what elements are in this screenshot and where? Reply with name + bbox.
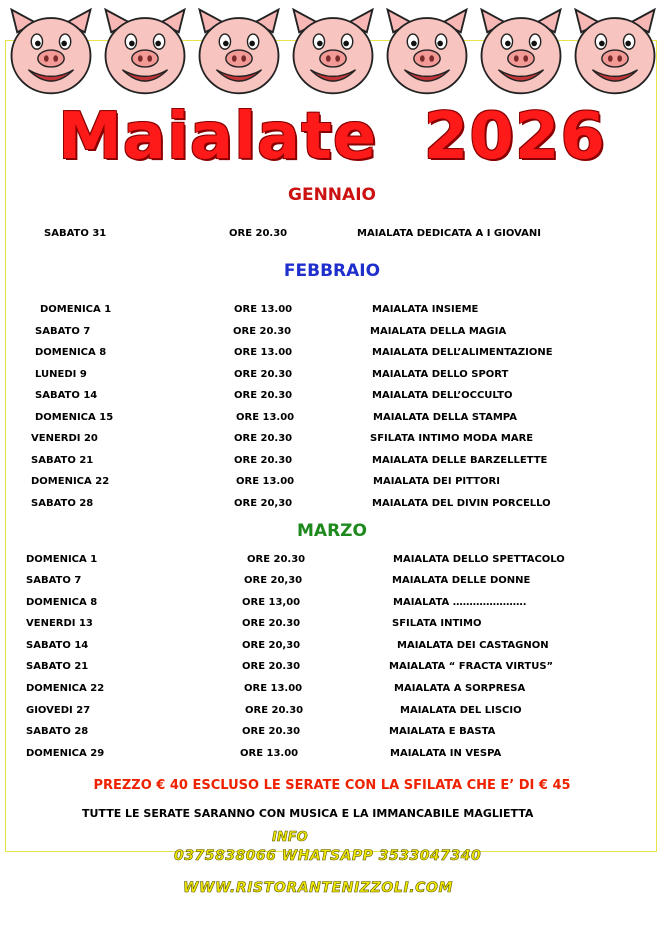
event-row: [0, 326, 664, 340]
pig-face-icon: [286, 2, 380, 100]
event-day: VENERDI 20: [31, 433, 98, 444]
event-time: ORE 20.30: [234, 455, 293, 466]
month-heading-marzo: MARZO: [297, 521, 367, 541]
event-row: [0, 661, 664, 675]
info-label: INFO: [272, 830, 308, 845]
event-day: DOMENICA 29: [26, 748, 105, 759]
event-day: SABATO 14: [26, 640, 89, 651]
event-time: ORE 13.00: [244, 683, 303, 694]
event-time: ORE 20,30: [242, 640, 301, 651]
pig-face-icon: [4, 2, 98, 100]
event-name: MAIALATA A SORPRESA: [394, 683, 526, 694]
pig-face-icon: [380, 2, 474, 100]
event-row: [0, 683, 664, 697]
event-day: DOMENICA 1: [40, 304, 112, 315]
event-time: ORE 20,30: [244, 575, 303, 586]
event-row: [0, 748, 664, 762]
event-time: ORE 20.30: [247, 554, 306, 565]
event-row: [0, 228, 664, 242]
event-name: MAIALATA “ FRACTA VIRTUS”: [389, 661, 554, 672]
event-time: ORE 20.30: [245, 705, 304, 716]
event-day: DOMENICA 8: [26, 597, 98, 608]
event-day: SABATO 21: [26, 661, 89, 672]
event-row: [0, 618, 664, 632]
event-day: SABATO 21: [31, 455, 94, 466]
month-heading-gennaio: GENNAIO: [288, 185, 376, 205]
event-time: ORE 20.30: [234, 390, 293, 401]
event-day: SABATO 14: [35, 390, 98, 401]
event-name: MAIALATA DELLE BARZELLETTE: [372, 455, 548, 466]
event-row: [0, 369, 664, 383]
event-day: SABATO 7: [26, 575, 82, 586]
event-time: ORE 13.00: [236, 476, 295, 487]
event-time: ORE 20.30: [233, 326, 292, 337]
event-day: DOMENICA 22: [31, 476, 110, 487]
event-row: [0, 575, 664, 589]
event-time: ORE 13.00: [234, 304, 293, 315]
event-time: ORE 20.30: [234, 433, 293, 444]
event-row: [0, 390, 664, 404]
pig-face-icon: [474, 2, 568, 100]
event-name: MAIALATA DELLA STAMPA: [373, 412, 517, 423]
website-link[interactable]: WWW.RISTORANTENIZZOLI.COM: [183, 880, 454, 896]
event-name: MAIALATA DEI PITTORI: [373, 476, 500, 487]
event-name: MAIALATA DELL’ALIMENTAZIONE: [372, 347, 553, 358]
event-name: MAIALATA DEL DIVIN PORCELLO: [372, 498, 551, 509]
event-day: LUNEDI 9: [35, 369, 87, 380]
phone-number[interactable]: 0375838066 WHATSAPP 3533047340: [174, 848, 482, 864]
event-time: ORE 20.30: [229, 228, 288, 239]
event-name: MAIALATA DELLO SPORT: [372, 369, 509, 380]
pig-face-icon: [192, 2, 286, 100]
event-name: MAIALATA IN VESPA: [390, 748, 502, 759]
event-row: [0, 476, 664, 490]
event-row: [0, 640, 664, 654]
event-time: ORE 20,30: [234, 498, 293, 509]
page-title: Maialate 2026: [58, 100, 606, 174]
event-day: SABATO 28: [26, 726, 89, 737]
event-name: MAIALATA DEDICATA A I GIOVANI: [357, 228, 541, 239]
event-name: SFILATA INTIMO MODA MARE: [370, 433, 534, 444]
event-name: MAIALATA DELLO SPETTACOLO: [393, 554, 565, 565]
event-day: DOMENICA 15: [35, 412, 114, 423]
price-text: PREZZO € 40 ESCLUSO LE SERATE CON LA SFILATA CHE E’ DI € 45: [93, 778, 571, 793]
event-day: SABATO 31: [44, 228, 107, 239]
event-row: [0, 726, 664, 740]
event-row: [0, 554, 664, 568]
event-day: GIOVEDI 27: [26, 705, 91, 716]
event-time: ORE 20.30: [234, 369, 293, 380]
event-time: ORE 13.00: [240, 748, 299, 759]
pig-banner: [4, 0, 660, 102]
event-time: ORE 20.30: [242, 661, 301, 672]
event-name: MAIALATA DEI CASTAGNON: [397, 640, 549, 651]
event-name: MAIALATA DELLA MAGIA: [370, 326, 507, 337]
note-text: TUTTE LE SERATE SARANNO CON MUSICA E LA IMMANCABILE MAGLIETTA: [82, 807, 534, 820]
event-time: ORE 13,00: [242, 597, 301, 608]
event-name: MAIALATA DELL’OCCULTO: [372, 390, 513, 401]
event-time: ORE 20.30: [242, 618, 301, 629]
event-day: DOMENICA 22: [26, 683, 105, 694]
event-row: [0, 433, 664, 447]
event-day: DOMENICA 8: [35, 347, 107, 358]
event-time: ORE 13.00: [234, 347, 293, 358]
event-row: [0, 705, 664, 719]
event-row: [0, 347, 664, 361]
event-name: MAIALATA ………………….: [393, 597, 527, 608]
event-row: [0, 412, 664, 426]
event-name: MAIALATA DEL LISCIO: [400, 705, 522, 716]
event-time: ORE 13.00: [236, 412, 295, 423]
pig-face-icon: [98, 2, 192, 100]
event-row: [0, 455, 664, 469]
month-heading-febbraio: FEBBRAIO: [283, 261, 381, 281]
event-time: ORE 20.30: [242, 726, 301, 737]
event-row: [0, 498, 664, 512]
event-day: DOMENICA 1: [26, 554, 98, 565]
event-name: MAIALATA E BASTA: [389, 726, 496, 737]
event-row: [0, 597, 664, 611]
event-day: SABATO 7: [35, 326, 91, 337]
pig-face-icon: [568, 2, 662, 100]
event-day: VENERDI 13: [26, 618, 93, 629]
event-name: MAIALATA INSIEME: [372, 304, 479, 315]
event-name: MAIALATA DELLE DONNE: [392, 575, 531, 586]
event-row: [0, 304, 664, 318]
event-name: SFILATA INTIMO: [392, 618, 482, 629]
event-day: SABATO 28: [31, 498, 94, 509]
